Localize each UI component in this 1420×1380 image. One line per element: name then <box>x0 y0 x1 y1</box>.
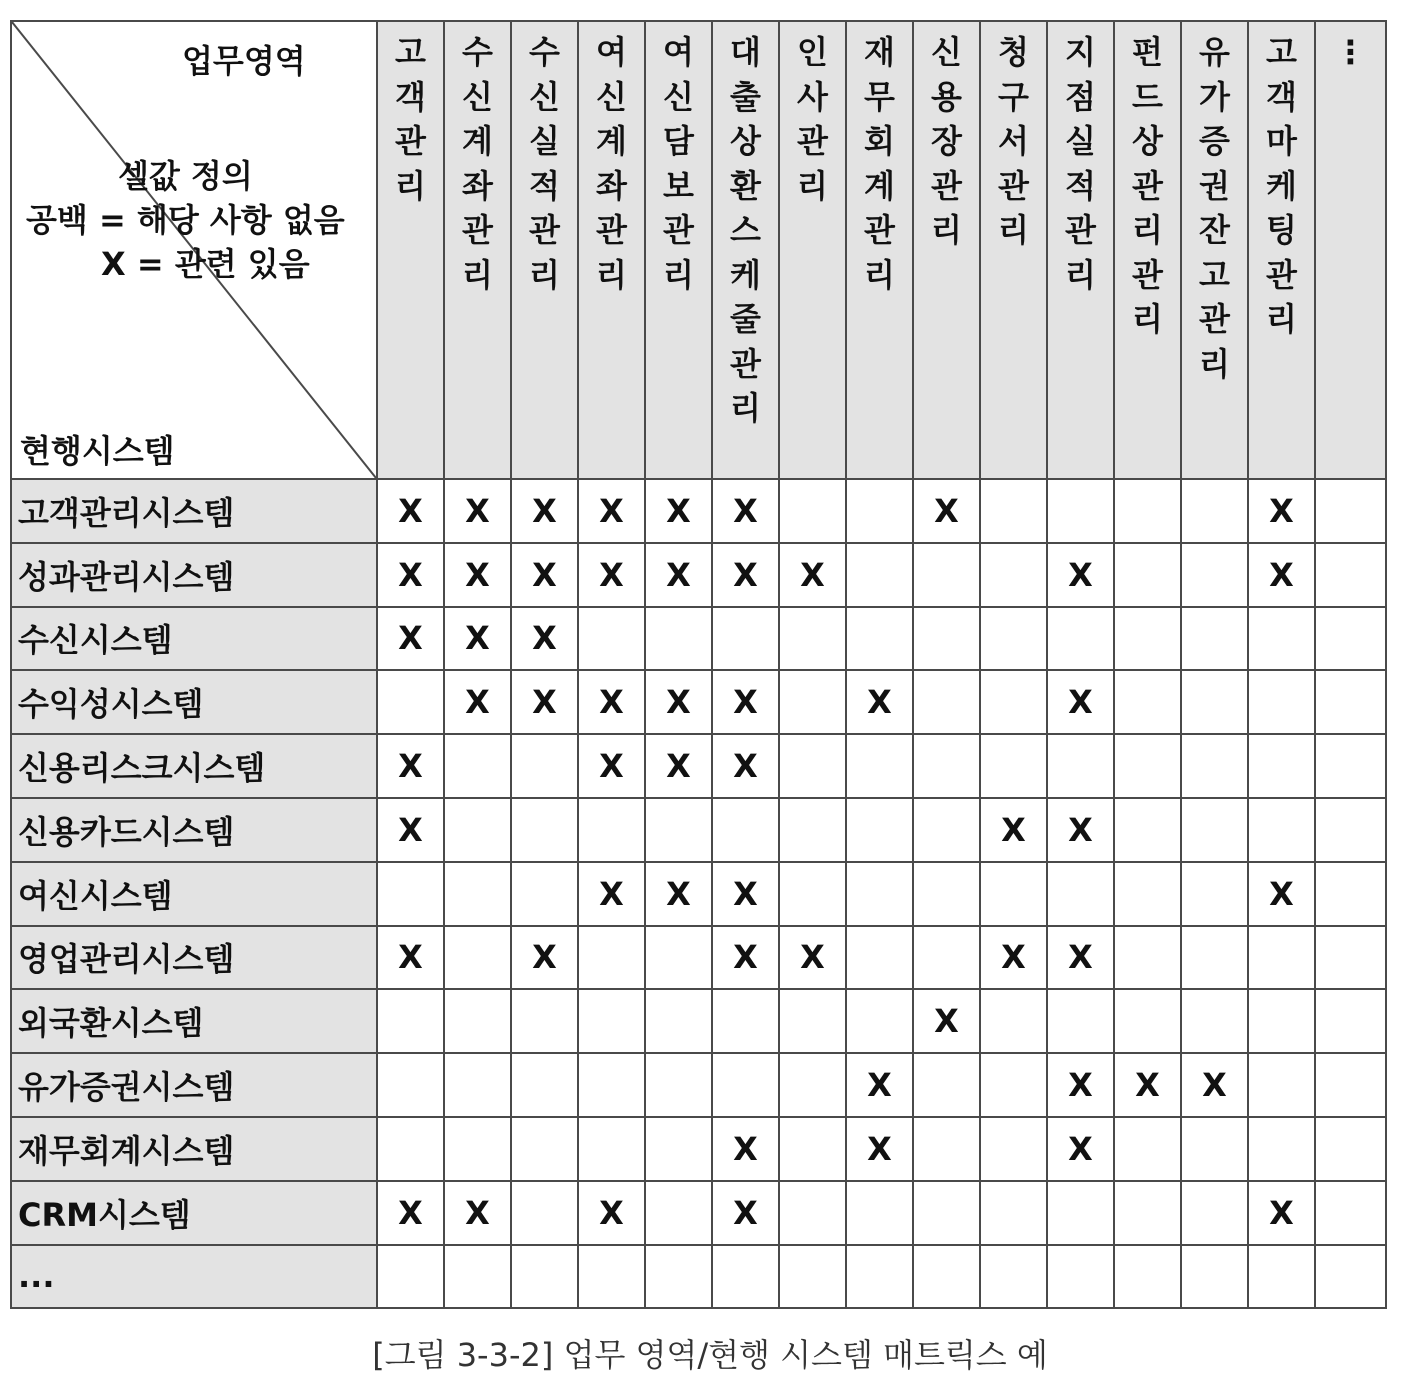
matrix-cell <box>511 1117 578 1181</box>
matrix-cell <box>511 1181 578 1245</box>
matrix-cell <box>1047 607 1114 671</box>
matrix-cell <box>846 607 913 671</box>
matrix-cell <box>1315 734 1386 798</box>
matrix-cell <box>779 1245 846 1309</box>
matrix-cell <box>712 989 779 1053</box>
column-header-label: ⋮ <box>1334 33 1367 71</box>
matrix-cell <box>1181 734 1248 798</box>
legend-x: X = 관련 있음 <box>101 245 310 283</box>
matrix-cell <box>511 989 578 1053</box>
table-row <box>11 734 1386 798</box>
matrix-cell: X <box>712 1181 779 1245</box>
matrix-cell <box>846 989 913 1053</box>
matrix-cell <box>377 1053 444 1117</box>
matrix-cell: X <box>846 1117 913 1181</box>
matrix-cell: X <box>511 479 578 543</box>
matrix-cell <box>1114 479 1181 543</box>
matrix-cell: X <box>779 543 846 607</box>
matrix-cell <box>511 798 578 862</box>
matrix-cell <box>645 926 712 990</box>
matrix-cell: X <box>645 479 712 543</box>
matrix-cell <box>1315 798 1386 862</box>
matrix-cell <box>913 670 980 734</box>
matrix-cell: X <box>913 479 980 543</box>
matrix-cell <box>980 479 1047 543</box>
matrix-cell <box>1248 1245 1315 1309</box>
matrix-cell <box>980 734 1047 798</box>
matrix-cell <box>645 1117 712 1181</box>
column-header <box>1181 21 1248 479</box>
matrix-cell: X <box>444 543 511 607</box>
matrix-cell <box>779 1053 846 1117</box>
matrix-cell: X <box>712 926 779 990</box>
column-header-label: 고객마케팅관리 <box>1266 33 1297 338</box>
matrix-cell <box>578 989 645 1053</box>
matrix-cell <box>1181 670 1248 734</box>
matrix-cell <box>511 1245 578 1309</box>
column-header <box>645 21 712 479</box>
matrix-cell <box>1315 989 1386 1053</box>
matrix-cell: X <box>1248 479 1315 543</box>
column-header <box>1114 21 1181 479</box>
matrix-cell: X <box>377 734 444 798</box>
matrix-cell: X <box>645 862 712 926</box>
column-header-label: 재무회계관리 <box>864 33 895 294</box>
matrix-cell <box>1114 1117 1181 1181</box>
matrix-cell: X <box>444 479 511 543</box>
matrix-cell <box>511 862 578 926</box>
matrix-cell <box>1181 862 1248 926</box>
matrix-cell <box>1181 1181 1248 1245</box>
matrix-cell: X <box>980 798 1047 862</box>
matrix-body <box>11 479 1386 1308</box>
table-row <box>11 670 1386 734</box>
matrix-cell <box>1248 670 1315 734</box>
matrix-cell <box>712 607 779 671</box>
matrix-cell <box>1181 607 1248 671</box>
column-header-label: 여신계좌관리 <box>596 33 627 294</box>
matrix-cell <box>578 1053 645 1117</box>
matrix-cell <box>1114 862 1181 926</box>
matrix-cell <box>444 1245 511 1309</box>
matrix-cell <box>645 1053 712 1117</box>
matrix-cell <box>377 862 444 926</box>
matrix-cell: X <box>712 670 779 734</box>
matrix-cell <box>444 862 511 926</box>
matrix-cell <box>1047 1245 1114 1309</box>
matrix-cell <box>1181 1117 1248 1181</box>
matrix-cell <box>1047 862 1114 926</box>
matrix-cell <box>846 734 913 798</box>
column-header <box>712 21 779 479</box>
column-header <box>578 21 645 479</box>
matrix-cell <box>779 607 846 671</box>
matrix-cell: X <box>444 1181 511 1245</box>
row-header: CRM시스템 <box>11 1181 377 1245</box>
matrix-cell: X <box>511 670 578 734</box>
system-domain-matrix <box>10 20 1387 1309</box>
matrix-cell: X <box>779 926 846 990</box>
matrix-cell <box>1315 1117 1386 1181</box>
matrix-cell: X <box>377 607 444 671</box>
matrix-cell <box>645 1181 712 1245</box>
matrix-cell <box>444 1117 511 1181</box>
matrix-cell <box>913 1053 980 1117</box>
matrix-cell <box>980 1117 1047 1181</box>
matrix-cell <box>444 989 511 1053</box>
matrix-cell: X <box>1181 1053 1248 1117</box>
row-axis-label: 현행시스템 <box>20 432 175 470</box>
matrix-cell: X <box>578 862 645 926</box>
matrix-cell <box>578 607 645 671</box>
matrix-cell: X <box>1047 543 1114 607</box>
matrix-cell <box>578 1245 645 1309</box>
matrix-cell <box>980 989 1047 1053</box>
matrix-cell: X <box>712 543 779 607</box>
column-header <box>846 21 913 479</box>
table-row <box>11 607 1386 671</box>
matrix-cell <box>1181 1245 1248 1309</box>
matrix-cell: X <box>1047 670 1114 734</box>
matrix-cell <box>645 607 712 671</box>
matrix-cell <box>1248 926 1315 990</box>
matrix-cell <box>1315 479 1386 543</box>
matrix-cell: X <box>444 607 511 671</box>
row-header: 영업관리시스템 <box>11 926 377 990</box>
table-row <box>11 1117 1386 1181</box>
matrix-cell: X <box>511 607 578 671</box>
matrix-cell <box>1248 734 1315 798</box>
matrix-cell: X <box>377 798 444 862</box>
matrix-cell <box>980 543 1047 607</box>
matrix-cell <box>1315 926 1386 990</box>
matrix-cell <box>377 1117 444 1181</box>
column-header-label: 인사관리 <box>797 33 828 205</box>
row-header: 재무회계시스템 <box>11 1117 377 1181</box>
matrix-cell <box>1047 1181 1114 1245</box>
matrix-cell: X <box>1248 1181 1315 1245</box>
matrix-cell <box>1114 989 1181 1053</box>
matrix-cell <box>1114 1181 1181 1245</box>
matrix-cell <box>913 543 980 607</box>
column-header <box>980 21 1047 479</box>
matrix-cell: X <box>578 734 645 798</box>
matrix-cell <box>1315 1245 1386 1309</box>
matrix-cell <box>1114 798 1181 862</box>
column-header <box>1248 21 1315 479</box>
matrix-cell <box>846 926 913 990</box>
matrix-cell <box>1114 543 1181 607</box>
column-header-label: 지점실적관리 <box>1065 33 1096 294</box>
matrix-cell <box>913 607 980 671</box>
matrix-cell <box>1315 1181 1386 1245</box>
matrix-cell <box>1248 798 1315 862</box>
column-header <box>913 21 980 479</box>
matrix-cell <box>1181 989 1248 1053</box>
matrix-cell <box>444 926 511 990</box>
column-header-label: 수신계좌관리 <box>462 33 493 294</box>
matrix-cell: X <box>578 543 645 607</box>
matrix-cell <box>980 1181 1047 1245</box>
matrix-cell <box>980 670 1047 734</box>
matrix-cell <box>1181 926 1248 990</box>
legend-blank: 공백 = 해당 사항 없음 <box>26 201 345 239</box>
matrix-cell: X <box>377 543 444 607</box>
legend-title: 셀값 정의 <box>117 157 253 195</box>
matrix-cell <box>1181 798 1248 862</box>
column-header-label: 수신실적관리 <box>529 33 560 294</box>
matrix-cell <box>846 1181 913 1245</box>
matrix-cell <box>1315 607 1386 671</box>
column-axis-label: 업무영역 <box>182 42 306 80</box>
column-header-label: 신용장관리 <box>931 33 962 249</box>
table-row <box>11 989 1386 1053</box>
matrix-cell <box>377 670 444 734</box>
matrix-cell <box>779 734 846 798</box>
column-header-label: 대출상환스케줄관리 <box>730 33 761 427</box>
matrix-cell: X <box>913 989 980 1053</box>
matrix-cell <box>779 479 846 543</box>
row-header: 고객관리시스템 <box>11 479 377 543</box>
matrix-cell: X <box>1047 926 1114 990</box>
matrix-cell <box>779 1117 846 1181</box>
matrix-cell: X <box>377 1181 444 1245</box>
matrix-cell <box>645 989 712 1053</box>
matrix-cell: X <box>578 479 645 543</box>
matrix-cell <box>1315 670 1386 734</box>
matrix-cell: X <box>1047 798 1114 862</box>
matrix-cell <box>846 798 913 862</box>
table-row <box>11 862 1386 926</box>
matrix-cell <box>511 1053 578 1117</box>
matrix-cell: X <box>1248 543 1315 607</box>
matrix-cell <box>1248 989 1315 1053</box>
matrix-cell <box>712 798 779 862</box>
row-header: 성과관리시스템 <box>11 543 377 607</box>
matrix-cell: X <box>578 1181 645 1245</box>
matrix-cell <box>980 1245 1047 1309</box>
row-header: 신용카드시스템 <box>11 798 377 862</box>
table-row <box>11 926 1386 990</box>
row-header: 유가증권시스템 <box>11 1053 377 1117</box>
row-header: 외국환시스템 <box>11 989 377 1053</box>
matrix-cell: X <box>645 670 712 734</box>
matrix-cell <box>913 926 980 990</box>
matrix-cell: X <box>444 670 511 734</box>
column-header <box>1315 21 1386 479</box>
matrix-cell <box>913 734 980 798</box>
matrix-cell: X <box>712 1117 779 1181</box>
corner-cell <box>11 21 377 479</box>
matrix-cell: X <box>1047 1053 1114 1117</box>
row-header: 수익성시스템 <box>11 670 377 734</box>
matrix-cell <box>578 1117 645 1181</box>
cell-value-legend <box>26 154 345 286</box>
matrix-cell <box>645 1245 712 1309</box>
table-row <box>11 479 1386 543</box>
matrix-cell <box>1047 734 1114 798</box>
matrix-cell <box>712 1053 779 1117</box>
matrix-cell <box>444 734 511 798</box>
matrix-cell <box>846 543 913 607</box>
table-row <box>11 1245 1386 1309</box>
matrix-cell <box>1114 607 1181 671</box>
matrix-cell <box>1181 479 1248 543</box>
column-header <box>511 21 578 479</box>
row-header: 수신시스템 <box>11 607 377 671</box>
row-header: 신용리스크시스템 <box>11 734 377 798</box>
matrix-cell <box>1114 1245 1181 1309</box>
matrix-cell <box>1114 926 1181 990</box>
matrix-cell <box>980 1053 1047 1117</box>
matrix-cell <box>1248 1053 1315 1117</box>
matrix-cell <box>846 1245 913 1309</box>
matrix-cell: X <box>980 926 1047 990</box>
table-row <box>11 798 1386 862</box>
matrix-cell: X <box>511 926 578 990</box>
matrix-cell: X <box>1114 1053 1181 1117</box>
matrix-cell <box>913 1117 980 1181</box>
matrix-cell <box>1315 1053 1386 1117</box>
table-row <box>11 543 1386 607</box>
header-row <box>11 21 1386 479</box>
row-header: ... <box>11 1245 377 1309</box>
matrix-cell <box>1047 479 1114 543</box>
matrix-cell <box>578 798 645 862</box>
matrix-cell <box>578 926 645 990</box>
matrix-cell <box>1114 734 1181 798</box>
matrix-cell: X <box>846 1053 913 1117</box>
matrix-cell <box>980 607 1047 671</box>
column-header <box>779 21 846 479</box>
matrix-cell <box>980 862 1047 926</box>
column-header <box>1047 21 1114 479</box>
matrix-cell <box>645 798 712 862</box>
matrix-cell <box>913 1181 980 1245</box>
matrix-cell <box>846 479 913 543</box>
column-header-label: 유가증권잔고관리 <box>1199 33 1230 383</box>
matrix-cell: X <box>511 543 578 607</box>
matrix-cell <box>1181 543 1248 607</box>
matrix-cell <box>913 798 980 862</box>
matrix-cell: X <box>645 734 712 798</box>
matrix-cell <box>1315 543 1386 607</box>
matrix-cell: X <box>1248 862 1315 926</box>
matrix-cell <box>913 1245 980 1309</box>
matrix-cell <box>377 989 444 1053</box>
matrix-cell: X <box>377 926 444 990</box>
matrix-cell <box>779 862 846 926</box>
matrix-cell <box>779 1181 846 1245</box>
matrix-cell <box>779 989 846 1053</box>
matrix-cell <box>1114 670 1181 734</box>
column-header-label: 펀드상관리관리 <box>1132 33 1163 338</box>
figure-caption: [그림 3-3-2] 업무 영역/현행 시스템 매트릭스 예 <box>372 1336 1048 1374</box>
matrix-cell <box>377 1245 444 1309</box>
matrix-cell: X <box>712 862 779 926</box>
matrix-cell <box>712 1245 779 1309</box>
matrix-cell <box>1248 607 1315 671</box>
column-header-label: 고객관리 <box>395 33 426 205</box>
matrix-cell <box>444 798 511 862</box>
column-header <box>377 21 444 479</box>
matrix-cell: X <box>1047 1117 1114 1181</box>
row-header: 여신시스템 <box>11 862 377 926</box>
column-header-label: 청구서관리 <box>998 33 1029 249</box>
matrix-cell <box>913 862 980 926</box>
matrix-cell <box>779 670 846 734</box>
matrix-cell <box>511 734 578 798</box>
column-header-label: 여신담보관리 <box>663 33 694 294</box>
table-row <box>11 1053 1386 1117</box>
matrix-cell <box>1248 1117 1315 1181</box>
matrix-cell <box>444 1053 511 1117</box>
matrix-cell: X <box>578 670 645 734</box>
matrix-cell <box>1047 989 1114 1053</box>
matrix-cell: X <box>645 543 712 607</box>
table-row <box>11 1181 1386 1245</box>
matrix-cell <box>1315 862 1386 926</box>
matrix-cell: X <box>377 479 444 543</box>
matrix-cell: X <box>846 670 913 734</box>
column-header <box>444 21 511 479</box>
matrix-cell <box>779 798 846 862</box>
matrix-cell: X <box>712 479 779 543</box>
matrix-cell: X <box>712 734 779 798</box>
matrix-cell <box>846 862 913 926</box>
